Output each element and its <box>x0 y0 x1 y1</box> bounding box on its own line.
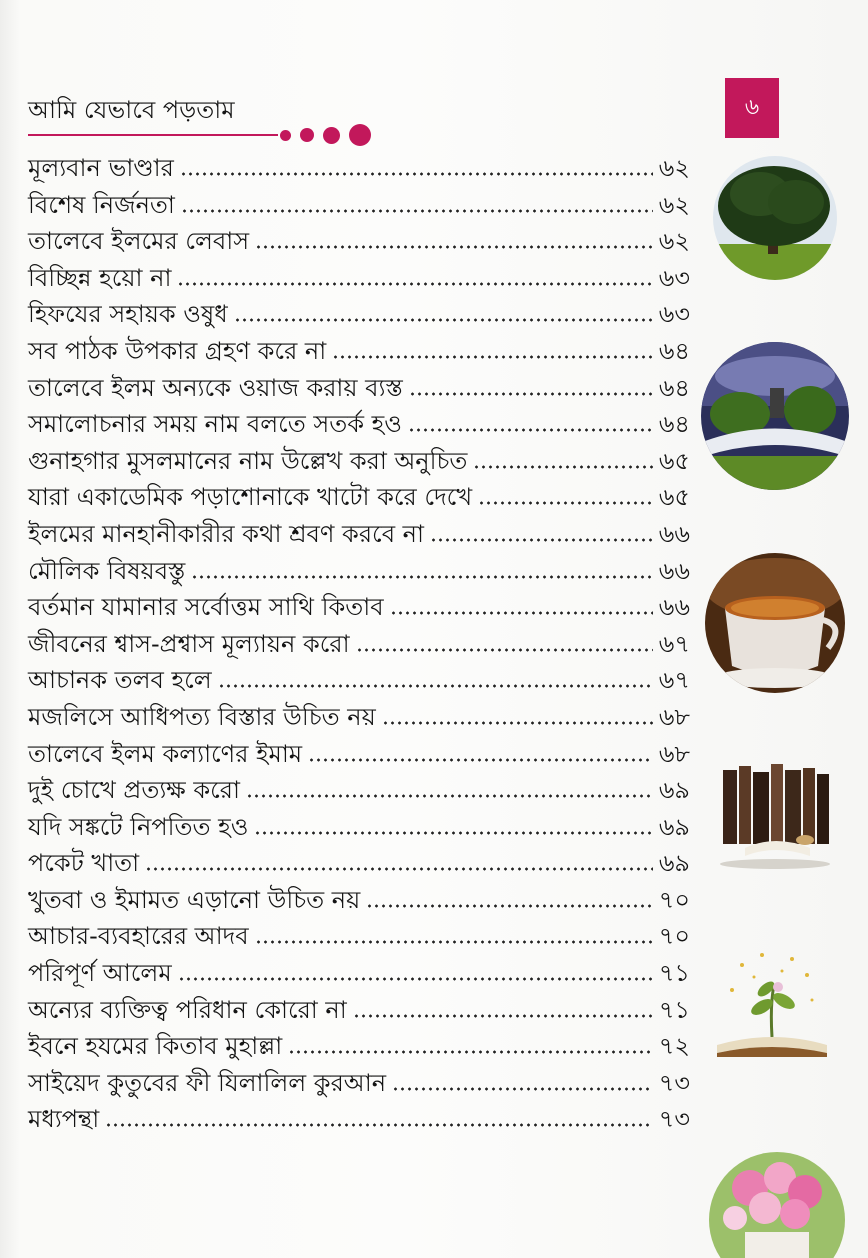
dot-leader <box>332 355 653 359</box>
toc-entry <box>28 845 690 882</box>
tree-icon <box>700 148 850 288</box>
toc-entry-page: ৭০ <box>658 922 690 951</box>
dot-leader <box>390 611 653 615</box>
dot-leader <box>145 867 653 871</box>
toc-entry-title: হিফযের সহায়ক ওষুধ <box>28 300 228 329</box>
toc-entry-page: ৬৮ <box>658 702 690 731</box>
toc-entry-page: ৬৩ <box>658 263 690 292</box>
dot-leader <box>430 538 653 542</box>
toc-entry-title: গুনাহগার মুসলমানের নাম উল্লেখ করা অনুচিত <box>28 446 468 475</box>
dot-leader <box>254 831 652 835</box>
toc-entry <box>28 626 690 663</box>
toc-entry-page: ৬৫ <box>658 483 690 512</box>
plant-book-icon <box>712 945 832 1060</box>
toc-entry-page: ৬৫ <box>658 446 690 475</box>
dot-leader <box>356 648 653 652</box>
dot-leader <box>178 977 653 981</box>
toc-entry <box>28 187 690 224</box>
toc-entry-title: বিশেষ নির্জনতা <box>28 190 175 219</box>
toc-entry-title: মূল্যবান ভাণ্ডার <box>28 154 174 182</box>
dot-leader <box>478 501 653 505</box>
dot-leader <box>288 1050 653 1054</box>
toc-entry <box>28 553 690 590</box>
toc-entry-title: তালেবে ইলম অন্যকে ওয়াজ করায় ব্যস্ত <box>28 373 403 402</box>
toc-entry-title: পরিপূর্ণ আলেম <box>28 959 172 988</box>
toc-entry <box>28 772 690 809</box>
toc-entry-page: ৬২ <box>658 227 690 256</box>
dot-leader <box>409 392 653 396</box>
toc-entry-title: অন্যের ব্যক্তিত্ব পরিধান কোরো না <box>28 995 347 1024</box>
toc-entry-page: ৬৬ <box>658 556 690 585</box>
book-landscape-icon <box>700 336 850 496</box>
toc-entry-page: ৬৯ <box>658 812 690 841</box>
toc-entry <box>28 150 690 187</box>
toc-entry <box>28 296 690 333</box>
toc-entry-page: ৬২ <box>658 154 690 182</box>
dot-icon <box>323 127 340 144</box>
toc-entry <box>28 479 690 516</box>
toc-entry-page: ৬৬ <box>658 519 690 548</box>
toc-entry-page: ৭৩ <box>658 1105 690 1134</box>
dot-leader <box>392 1087 653 1091</box>
toc-entry-page: ৬৯ <box>658 776 690 805</box>
toc-entry <box>28 516 690 553</box>
toc-entry-title: মৌলিক বিষয়বস্তু <box>28 556 186 585</box>
toc-entry <box>28 662 690 699</box>
toc-entry <box>28 1028 690 1065</box>
toc-entry-page: ৬৭ <box>658 666 690 695</box>
bookshelf-icon <box>715 760 835 870</box>
dot-leader <box>234 318 653 322</box>
toc-entry-page: ৭১ <box>658 959 690 988</box>
dot-icon <box>349 124 371 146</box>
toc-entry-page: ৬৩ <box>658 300 690 329</box>
toc-entry-page: ৭২ <box>658 1032 690 1061</box>
toc-entry-page: ৬২ <box>658 190 690 219</box>
dot-leader <box>246 794 653 798</box>
toc-entry-title: খুতবা ও ইমামত এড়ানো উচিত নয় <box>28 885 361 914</box>
toc-entry-title: পকেট খাতা <box>28 849 140 878</box>
toc-entry-page: ৬৯ <box>658 849 690 878</box>
dot-leader <box>255 245 653 249</box>
toc-entry <box>28 1065 690 1102</box>
dot-leader <box>366 904 653 908</box>
toc-entry-page: ৭৩ <box>658 1068 690 1097</box>
toc-entry-title: মজলিসে আধিপত্য বিস্তার উচিত নয় <box>28 702 376 731</box>
toc-entry-title: দুই চোখে প্রত্যক্ষ করো <box>28 776 240 805</box>
table-of-contents <box>28 150 690 1138</box>
toc-entry-title: বিচ্ছিন্ন হয়ো না <box>28 263 172 292</box>
toc-entry <box>28 809 690 846</box>
page-number-badge <box>725 78 779 138</box>
toc-entry-title: আচানক তলব হলে <box>28 666 212 695</box>
toc-entry-page: ৭০ <box>658 885 690 914</box>
toc-entry-title: আচার-ব্যবহারের আদব <box>28 922 249 951</box>
dot-leader <box>180 172 653 176</box>
dot-leader <box>408 428 653 432</box>
dot-leader <box>382 721 653 725</box>
toc-entry <box>28 223 690 260</box>
toc-entry-page: ৭১ <box>658 995 690 1024</box>
toc-entry <box>28 443 690 480</box>
toc-entry <box>28 882 690 919</box>
toc-entry <box>28 736 690 773</box>
dot-icon <box>280 130 291 141</box>
toc-entry-title: সব পাঠক উপকার গ্রহণ করে না <box>28 336 327 365</box>
toc-entry <box>28 589 690 626</box>
toc-entry-title: ইবনে হযমের কিতাব মুহাল্লা <box>28 1032 283 1061</box>
dot-leader <box>353 1014 653 1018</box>
dot-leader <box>473 465 652 469</box>
header-underline <box>28 134 278 136</box>
dot-leader <box>308 758 653 762</box>
dot-leader <box>191 575 652 579</box>
dot-leader <box>255 940 653 944</box>
toc-entry <box>28 699 690 736</box>
toc-entry <box>28 1101 690 1138</box>
dot-leader <box>218 684 653 688</box>
toc-entry-page: ৬৪ <box>658 410 690 439</box>
chapter-title: আমি যেভাবে পড়তাম <box>28 96 235 124</box>
toc-entry-title: সাইয়েদ কুতুবের ফী যিলালিল কুরআন <box>28 1068 387 1097</box>
toc-entry-title: তালেবে ইলমের লেবাস <box>28 227 250 256</box>
toc-entry <box>28 992 690 1029</box>
dot-icon <box>300 128 314 142</box>
toc-entry-page: ৬৬ <box>658 593 690 622</box>
toc-entry-title: বর্তমান যামানার সর্বোত্তম সাথি কিতাব <box>28 593 384 622</box>
toc-entry <box>28 260 690 297</box>
toc-entry-title: তালেবে ইলম কল্যাণের ইমাম <box>28 739 303 768</box>
page-number: ৬ <box>744 94 760 120</box>
toc-entry-page: ৬৪ <box>658 373 690 402</box>
toc-entry-title: যারা একাডেমিক পড়াশোনাকে খাটো করে দেখে <box>28 483 473 512</box>
dot-leader <box>105 1123 653 1127</box>
dot-leader <box>177 282 652 286</box>
toc-entry-title: জীবনের শ্বাস-প্রশ্বাস মূল্যায়ন করো <box>28 629 350 658</box>
coffee-cup-icon <box>700 548 850 698</box>
toc-entry-title: সমালোচনার সময় নাম বলতে সতর্ক হও <box>28 410 402 439</box>
toc-entry <box>28 918 690 955</box>
toc-entry-title: যদি সঙ্কটে নিপতিত হও <box>28 812 249 841</box>
toc-entry-title: ইলমের মানহানীকারীর কথা শ্রবণ করবে না <box>28 519 424 548</box>
chapter-header <box>28 92 388 152</box>
toc-entry <box>28 333 690 370</box>
dot-leader <box>181 209 653 213</box>
toc-entry <box>28 370 690 407</box>
toc-entry-page: ৬৪ <box>658 336 690 365</box>
toc-entry-title: মধ্যপন্থা <box>28 1105 100 1134</box>
toc-entry <box>28 955 690 992</box>
flowers-icon <box>705 1148 850 1258</box>
toc-entry-page: ৬৭ <box>658 629 690 658</box>
toc-entry <box>28 406 690 443</box>
toc-entry-page: ৬৮ <box>658 739 690 768</box>
header-dots <box>280 122 371 148</box>
